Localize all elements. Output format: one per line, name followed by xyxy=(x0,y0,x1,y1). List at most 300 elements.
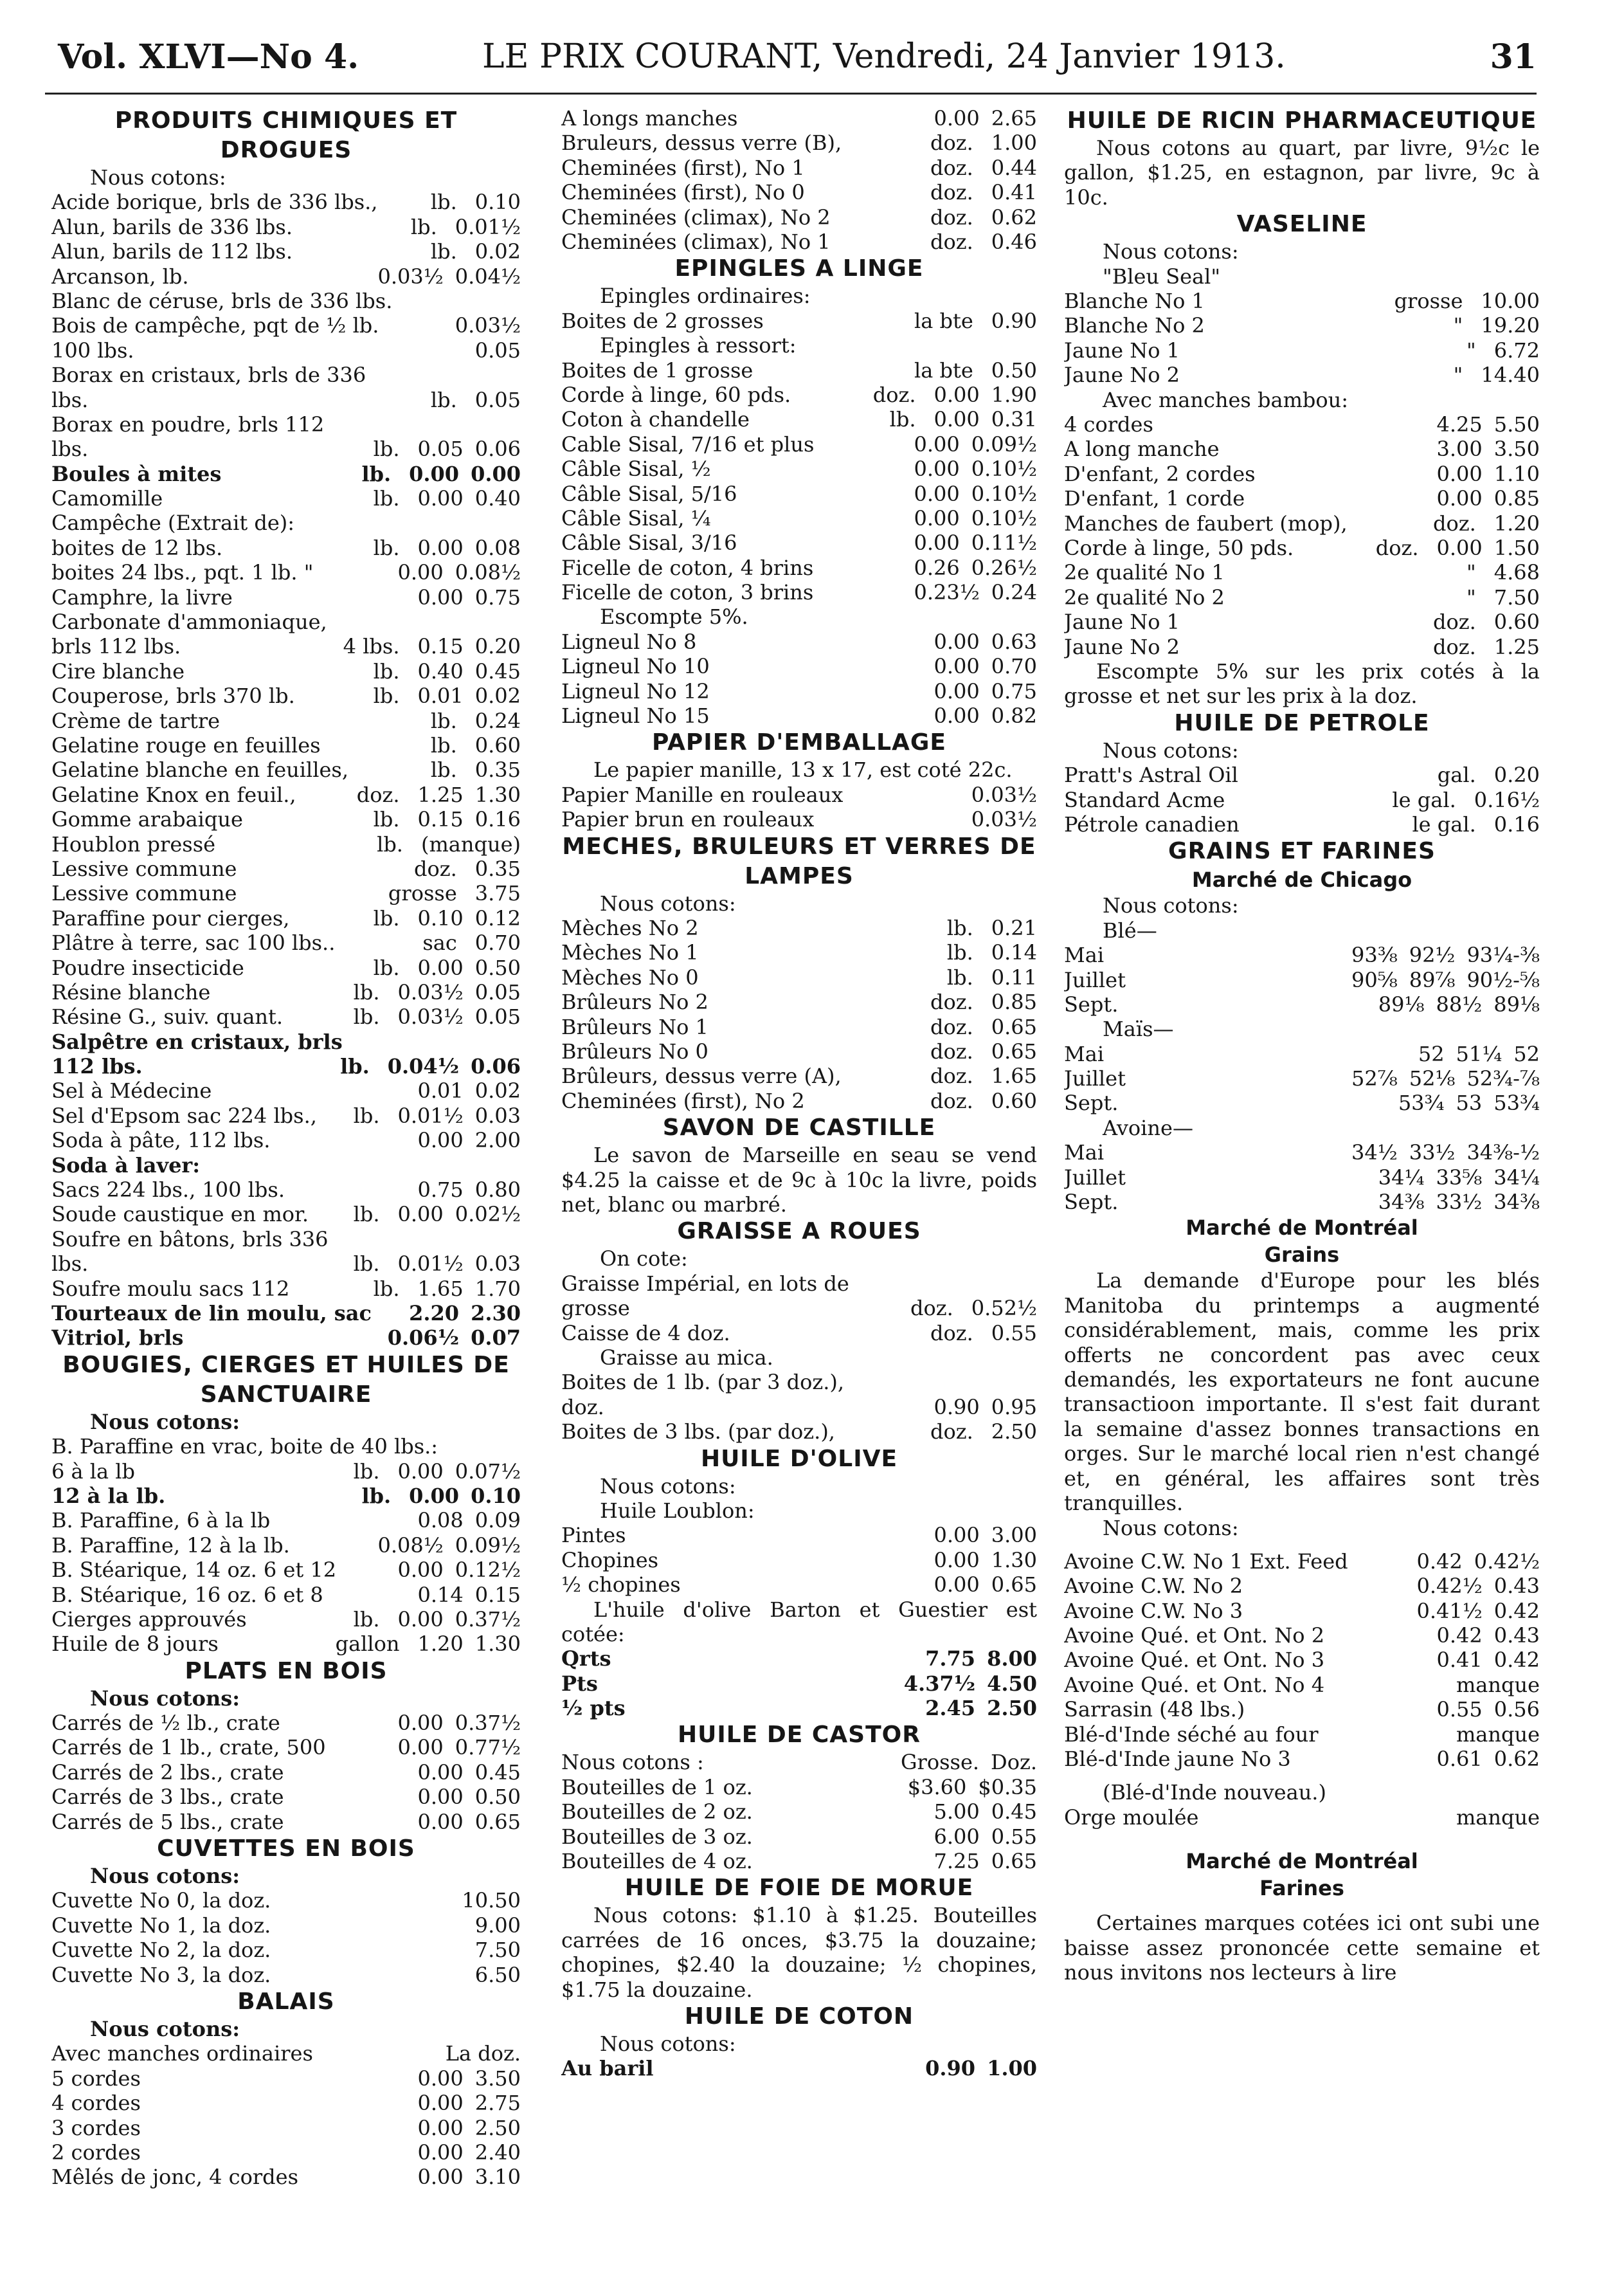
price-row xyxy=(1064,763,1540,787)
price-row xyxy=(51,881,521,905)
item-price: 2.00 xyxy=(474,1128,521,1153)
item-price: 0.75 xyxy=(474,585,521,610)
item-name: Cuvette No 0, la doz. xyxy=(51,1888,271,1913)
item-name: Ficelle de coton, 3 brins xyxy=(561,580,814,605)
item-price: 89⅛ xyxy=(1378,992,1425,1017)
item-price: 2.75 xyxy=(474,2091,521,2116)
item-name: Carrés de 5 lbs., crate xyxy=(51,1809,284,1834)
item-name: Cuvette No 3, la doz. xyxy=(51,1962,271,1987)
item-price: 2.40 xyxy=(474,2140,521,2165)
item-name: Cire blanche xyxy=(51,659,185,684)
note-line: Blé— xyxy=(1103,918,1157,943)
item-unit: lb. xyxy=(410,214,437,239)
item-price: 0.60 xyxy=(991,1088,1037,1113)
item-price: 0.55 xyxy=(1436,1697,1483,1722)
item-name: Nous cotons : xyxy=(561,1750,704,1775)
price-row xyxy=(1064,1623,1540,1648)
item-price: 0.15 xyxy=(417,634,464,659)
item-price: 3.10 xyxy=(474,2165,521,2190)
item-name: Cuvette No 1, la doz. xyxy=(51,1913,271,1938)
item-unit: doz. xyxy=(930,1039,973,1064)
item-name: Graisse Impérial, en lots de xyxy=(561,1271,849,1296)
price-row xyxy=(561,506,1037,531)
item-name: Câble Sisal, 5/16 xyxy=(561,481,737,506)
item-name: Gelatine Knox en feuil., xyxy=(51,782,296,807)
item-name: Pétrole canadien xyxy=(1064,812,1240,837)
item-price: 1.50 xyxy=(1493,535,1540,560)
price-row xyxy=(1064,1091,1540,1115)
item-price: 10.50 xyxy=(462,1888,521,1913)
item-price: 34⅜ xyxy=(1493,1190,1540,1215)
price-row xyxy=(51,388,521,412)
paragraph: Nous cotons au quart, par livre, 9½c le gallon, $1.25, en estagnon, par livre, 9c à 10c. xyxy=(1064,136,1540,210)
item-name: Camphre, la livre xyxy=(51,585,233,610)
price-row xyxy=(561,205,1037,230)
item-price: 0.16 xyxy=(1493,812,1540,837)
item-unit: doz. xyxy=(930,131,973,156)
item-price: 0.00 xyxy=(934,678,980,704)
item-name: Gelatine blanche en feuilles, xyxy=(51,758,349,783)
item-name: Pintes xyxy=(561,1523,626,1548)
paragraph: Nous cotons: $1.10 à $1.25. Bouteilles carrées de 16 onces, $3.75 la douzaine; chopines, $2.40 la douzaine; ½ chopines, $1.75 la douzaine. xyxy=(561,1903,1037,2002)
item-name: lbs. xyxy=(51,437,89,462)
publication-title: LE PRIX COURANT, Vendredi, 24 Janvier 1913. xyxy=(482,37,1286,76)
item-price: (manque) xyxy=(420,832,521,857)
item-price: 0.00 xyxy=(417,2091,464,2116)
item-unit: lb. xyxy=(353,1202,380,1227)
price-row xyxy=(1064,635,1540,659)
price-row xyxy=(561,916,1037,940)
item-unit: doz. xyxy=(872,382,916,407)
item-name: Soufre moulu sacs 112 xyxy=(51,1276,290,1301)
price-row xyxy=(1064,1722,1540,1747)
item-unit: lb. xyxy=(430,733,457,758)
item-name: 2e qualité No 2 xyxy=(1064,585,1225,610)
price-row xyxy=(1064,536,1540,560)
item-unit: doz. xyxy=(910,1296,953,1321)
item-price: 2.30 xyxy=(471,1300,521,1325)
item-price: 0.00 xyxy=(409,1483,460,1508)
item-unit: doz. xyxy=(930,990,973,1015)
item-price: 7.50 xyxy=(1493,585,1540,610)
item-price: 0.40 xyxy=(474,486,521,511)
item-price: 0.24 xyxy=(474,708,521,733)
item-price: 0.44 xyxy=(991,155,1037,180)
item-unit: lb. xyxy=(373,486,400,511)
item-name: Carrés de 1 lb., crate, 500 xyxy=(51,1735,326,1760)
item-name: Qrts xyxy=(561,1646,611,1671)
paragraph: Escompte 5% sur les prix cotés à la grosse et net sur les prix à la doz. xyxy=(1064,659,1540,709)
item-name: Blé-d'Inde séché au four xyxy=(1064,1722,1319,1747)
item-price: 0.65 xyxy=(991,1014,1037,1039)
price-row xyxy=(51,807,521,832)
price-row xyxy=(51,2116,521,2140)
item-name: Jaune No 1 xyxy=(1064,338,1180,363)
item-price: 0.15 xyxy=(474,1582,521,1607)
item-price: 0.16½ xyxy=(1474,787,1540,812)
item-unit: le gal. xyxy=(1412,812,1476,837)
item-price: 0.01½ xyxy=(397,1103,464,1128)
item-name: Couperose, brls 370 lb. xyxy=(51,684,295,709)
item-price: 33⅝ xyxy=(1436,1165,1483,1190)
item-unit: la bte xyxy=(914,358,973,383)
item-price: 1.00 xyxy=(991,131,1037,156)
item-price: 3.00 xyxy=(1436,437,1483,462)
price-row xyxy=(51,980,521,1005)
item-price: 0.00 xyxy=(934,704,980,729)
price-row xyxy=(51,437,521,461)
price-row xyxy=(51,1558,521,1582)
subsection-heading: Grains xyxy=(1264,1242,1340,1268)
price-row xyxy=(51,1153,521,1178)
item-price: 89⅛ xyxy=(1493,992,1540,1017)
item-name: Alun, barils de 112 lbs. xyxy=(51,239,293,264)
price-row xyxy=(51,1913,521,1938)
item-unit: gal. xyxy=(1437,763,1476,788)
item-price: 0.00 xyxy=(417,955,464,980)
item-name: Blanche No 2 xyxy=(1064,313,1205,338)
price-row xyxy=(561,531,1037,555)
price-row xyxy=(51,2066,521,2091)
price-row xyxy=(1064,992,1540,1017)
price-row xyxy=(561,383,1037,407)
item-unit: lb. xyxy=(430,190,457,215)
note-line: "Bleu Seal" xyxy=(1103,264,1221,289)
item-unit: " xyxy=(1466,338,1476,363)
section-heading: BALAIS xyxy=(237,1988,335,2015)
price-row xyxy=(561,1523,1037,1547)
item-name: Cheminées (first), No 2 xyxy=(561,1088,805,1113)
item-unit: " xyxy=(1453,363,1463,388)
price-row xyxy=(1064,338,1540,363)
item-name: Cable Sisal, 7/16 et plus xyxy=(561,432,815,457)
price-row xyxy=(51,363,521,387)
item-name: 2 cordes xyxy=(51,2140,141,2165)
page-header xyxy=(45,18,1537,95)
price-row xyxy=(51,215,521,239)
item-price: 0.00 xyxy=(417,2066,464,2091)
item-price: 0.10 xyxy=(471,1483,521,1508)
price-row xyxy=(51,956,521,980)
spacer xyxy=(1064,1902,1540,1911)
item-name: Soufre en bâtons, brls 336 xyxy=(51,1226,329,1251)
section-heading: PLATS EN BOIS xyxy=(185,1657,388,1684)
item-unit: lb. xyxy=(430,239,457,264)
item-price: 90½-⅝ xyxy=(1466,967,1540,992)
item-name: Sept. xyxy=(1064,992,1119,1017)
item-unit: " xyxy=(1466,560,1476,585)
price-row xyxy=(51,1078,521,1103)
price-row xyxy=(1064,1574,1540,1598)
price-row xyxy=(561,230,1037,254)
price-row xyxy=(1064,1140,1540,1165)
spacer xyxy=(1064,1839,1540,1848)
item-name: Bouteilles de 4 oz. xyxy=(561,1849,753,1874)
item-name: 5 cordes xyxy=(51,2066,141,2091)
note-line: Escompte 5%. xyxy=(600,605,748,630)
price-row xyxy=(51,560,521,585)
item-name: Carrés de 3 lbs., crate xyxy=(51,1785,284,1810)
price-row xyxy=(561,1419,1037,1444)
item-name: Sel d'Epsom sac 224 lbs., xyxy=(51,1103,317,1128)
item-price: 0.60 xyxy=(474,733,521,758)
item-price: 0.03½ xyxy=(397,979,464,1005)
item-price: 0.20 xyxy=(1493,763,1540,788)
item-price: manque xyxy=(1456,1805,1540,1830)
item-price: 0.20 xyxy=(474,634,521,659)
item-name: Tourteaux de lin moulu, sac xyxy=(51,1300,372,1325)
price-row xyxy=(561,156,1037,180)
item-name: Boites de 3 lbs. (par doz.), xyxy=(561,1419,835,1444)
item-name: Avoine C.W. No 3 xyxy=(1064,1598,1243,1623)
item-name: Bois de campêche, pqt de ½ lb. xyxy=(51,313,379,338)
item-name: Standard Acme xyxy=(1064,787,1225,812)
item-price: 0.08 xyxy=(417,1508,464,1533)
item-name: B. Stéarique, 14 oz. 6 et 12 xyxy=(51,1558,337,1583)
price-row xyxy=(1064,788,1540,812)
item-unit: lb. xyxy=(373,1276,400,1301)
item-name: Avec manches ordinaires xyxy=(51,2041,313,2066)
price-row xyxy=(51,585,521,610)
item-price: 0.42½ xyxy=(1474,1549,1540,1574)
price-row xyxy=(51,2041,521,2066)
item-price: 0.00 xyxy=(417,1128,464,1153)
item-price: 7.25 xyxy=(934,1849,980,1874)
price-row xyxy=(51,684,521,708)
item-name: Soude caustique en mor. xyxy=(51,1202,309,1227)
item-price: 0.42 xyxy=(1416,1549,1463,1574)
price-row xyxy=(561,1775,1037,1799)
item-price: 0.00 xyxy=(397,1459,444,1484)
price-row xyxy=(51,1054,521,1078)
section-heading: VASELINE xyxy=(1236,211,1367,238)
item-name: Soda à laver: xyxy=(51,1152,201,1178)
price-row xyxy=(561,1321,1037,1345)
item-price: 53¾ xyxy=(1398,1091,1445,1116)
note-line: Nous cotons: xyxy=(1103,239,1239,264)
item-price: 0.08½ xyxy=(377,1533,444,1558)
item-price: 3.50 xyxy=(1493,437,1540,462)
item-unit: lb. xyxy=(430,387,457,412)
price-row xyxy=(561,1849,1037,1873)
price-row xyxy=(561,2056,1037,2080)
item-name: B. Paraffine, 6 à la lb xyxy=(51,1508,271,1533)
item-price: 4.50 xyxy=(987,1671,1037,1696)
item-name: Papier brun en rouleaux xyxy=(561,807,815,832)
section-heading: PRODUITS CHIMIQUES ET DROGUES xyxy=(114,107,458,163)
item-price: 0.42 xyxy=(1493,1648,1540,1673)
price-row xyxy=(561,1370,1037,1394)
price-row xyxy=(51,239,521,264)
note-line: Nous cotons: xyxy=(1103,893,1239,918)
price-row xyxy=(561,309,1037,333)
item-price: 0.45 xyxy=(474,1760,521,1785)
section-heading: GRAINS ET FARINES xyxy=(1168,838,1436,865)
item-price: 0.90 xyxy=(925,2056,976,2081)
item-price: 2.20 xyxy=(409,1300,460,1325)
price-row xyxy=(51,1484,521,1508)
price-row xyxy=(561,1646,1037,1671)
item-price: manque xyxy=(1456,1722,1540,1747)
price-row xyxy=(51,338,521,363)
price-row xyxy=(51,289,521,313)
item-price: 0.65 xyxy=(991,1572,1037,1597)
price-row xyxy=(1064,943,1540,967)
item-name: Pts xyxy=(561,1671,598,1696)
item-price: 52⅛ xyxy=(1409,1066,1456,1091)
item-price: 0.03½ xyxy=(455,313,521,338)
item-name: boites 24 lbs., pqt. 1 lb. " xyxy=(51,560,314,585)
price-row xyxy=(561,630,1037,654)
item-name: Jaune No 2 xyxy=(1064,363,1180,388)
item-name: Camomille xyxy=(51,486,163,511)
item-price: 0.06 xyxy=(471,1054,521,1079)
spacer xyxy=(1064,1540,1540,1549)
item-name: Ficelle de coton, 4 brins xyxy=(561,555,814,580)
item-unit: " xyxy=(1466,585,1476,610)
price-row xyxy=(561,432,1037,457)
item-price: 0.10½ xyxy=(971,505,1037,531)
price-row xyxy=(561,180,1037,205)
item-price: 53 xyxy=(1456,1091,1483,1116)
section-heading: HUILE DE FOIE DE MORUE xyxy=(624,1875,974,1902)
price-row xyxy=(561,1696,1037,1720)
item-unit: doz. xyxy=(930,1419,973,1444)
price-row xyxy=(51,1632,521,1656)
price-row xyxy=(561,358,1037,383)
section-heading: BOUGIES, CIERGES ET HUILES DE SANCTUAIRE xyxy=(62,1351,510,1408)
item-price: 0.70 xyxy=(991,654,1037,679)
item-price: 0.00 xyxy=(397,560,444,585)
item-price: 0.45 xyxy=(991,1799,1037,1824)
item-price: 88½ xyxy=(1436,992,1483,1017)
item-price: 7.75 xyxy=(925,1646,976,1671)
item-unit: gallon xyxy=(335,1632,400,1657)
item-name: Jaune No 2 xyxy=(1064,634,1180,659)
item-name: Corde à linge, 60 pds. xyxy=(561,382,791,407)
item-name: Sacs 224 lbs., 100 lbs. xyxy=(51,1178,285,1203)
note-line: Huile Loublon: xyxy=(600,1498,755,1523)
item-name: Borax en cristaux, brls de 336 xyxy=(51,363,366,388)
price-row xyxy=(561,1671,1037,1696)
note-line: Nous cotons: xyxy=(600,1473,736,1498)
item-price: 1.65 xyxy=(991,1064,1037,1089)
item-price: 3.75 xyxy=(474,881,521,906)
item-price: 0.40 xyxy=(417,659,464,684)
price-row xyxy=(51,1533,521,1558)
price-row xyxy=(561,807,1037,832)
price-row xyxy=(51,1583,521,1607)
item-price: 0.00 xyxy=(1436,535,1483,560)
item-unit: lb. xyxy=(373,684,400,709)
item-unit: doz. xyxy=(1432,634,1476,659)
price-row xyxy=(51,486,521,511)
item-price: 0.00 xyxy=(417,486,464,511)
price-row xyxy=(1064,437,1540,461)
price-row xyxy=(51,1128,521,1152)
item-unit: lb. xyxy=(889,407,916,432)
item-name: Soda à pâte, 112 lbs. xyxy=(51,1128,271,1153)
item-unit: la bte xyxy=(914,308,973,333)
item-price: 0.00 xyxy=(397,1735,444,1760)
item-price: 0.41 xyxy=(1436,1648,1483,1673)
item-name: Ligneul No 12 xyxy=(561,678,710,704)
item-name: D'enfant, 2 cordes xyxy=(1064,461,1256,486)
item-price: 2.65 xyxy=(991,106,1037,131)
item-price: 6.00 xyxy=(934,1824,980,1849)
item-price: 7.50 xyxy=(474,1938,521,1963)
item-price: 0.00 xyxy=(934,382,980,407)
item-price: 0.05 xyxy=(474,1005,521,1030)
page-number: 31 xyxy=(1490,37,1537,77)
price-row xyxy=(1064,363,1540,387)
item-unit: lb. xyxy=(946,916,973,941)
item-name: Juillet xyxy=(1064,967,1126,992)
item-price: 0.43 xyxy=(1493,1574,1540,1599)
price-row xyxy=(51,1030,521,1054)
item-price: 0.45 xyxy=(474,659,521,684)
item-price: 0.65 xyxy=(474,1809,521,1834)
item-price: 19.20 xyxy=(1481,313,1540,338)
price-row xyxy=(51,1202,521,1226)
item-unit: " xyxy=(1453,313,1463,338)
note-line: Nous cotons: xyxy=(600,2032,736,2057)
price-row xyxy=(1064,486,1540,511)
item-name: Mèches No 0 xyxy=(561,965,699,990)
item-price: 0.52½ xyxy=(971,1296,1037,1321)
item-name: Avoine C.W. No 2 xyxy=(1064,1574,1243,1599)
price-row xyxy=(51,1938,521,1962)
section-heading: CUVETTES EN BOIS xyxy=(157,1835,415,1862)
price-row xyxy=(51,906,521,931)
item-name: 100 lbs. xyxy=(51,338,134,363)
item-price: 0.04½ xyxy=(387,1054,460,1079)
price-row xyxy=(1064,313,1540,338)
item-price: 34¼ xyxy=(1378,1165,1425,1190)
item-price: 0.00 xyxy=(914,505,960,531)
item-name: B. Stéarique, 16 oz. 6 et 8 xyxy=(51,1582,323,1607)
item-name: Boites de 1 lb. (par 3 doz.), xyxy=(561,1370,845,1395)
item-price: 0.10½ xyxy=(971,481,1037,506)
item-unit: doz. xyxy=(1375,535,1419,560)
item-price: Grosse. xyxy=(900,1750,980,1775)
item-name: ½ pts xyxy=(561,1696,626,1721)
item-price: 2.50 xyxy=(474,2115,521,2140)
item-unit: le gal. xyxy=(1392,787,1456,812)
item-name: 2e qualité No 1 xyxy=(1064,560,1225,585)
item-price: 0.01½ xyxy=(397,1251,464,1277)
item-name: Lessive commune xyxy=(51,881,237,906)
item-name: Sel à Médecine xyxy=(51,1078,212,1104)
note-line: Nous cotons: xyxy=(1103,1515,1239,1540)
item-name: Sarrasin (48 lbs.) xyxy=(1064,1697,1245,1722)
item-name: Cheminées (first), No 1 xyxy=(561,155,805,180)
item-unit: lb. xyxy=(373,535,400,560)
note-line: Nous cotons: xyxy=(90,1864,240,1889)
item-name: Brûleurs No 2 xyxy=(561,990,708,1015)
item-unit: grosse xyxy=(1394,289,1463,314)
item-price: 9.00 xyxy=(474,1913,521,1938)
item-price: 8.00 xyxy=(987,1646,1037,1671)
item-name: Mêlés de jonc, 4 cordes xyxy=(51,2165,298,2190)
item-unit: lb. xyxy=(946,965,973,990)
item-price: 1.25 xyxy=(417,782,464,807)
item-price: 6.72 xyxy=(1493,338,1540,363)
item-name: Blé-d'Inde jaune No 3 xyxy=(1064,1747,1291,1772)
item-unit: lb. xyxy=(377,832,403,857)
price-row xyxy=(1064,412,1540,437)
item-name: doz. xyxy=(561,1394,604,1419)
